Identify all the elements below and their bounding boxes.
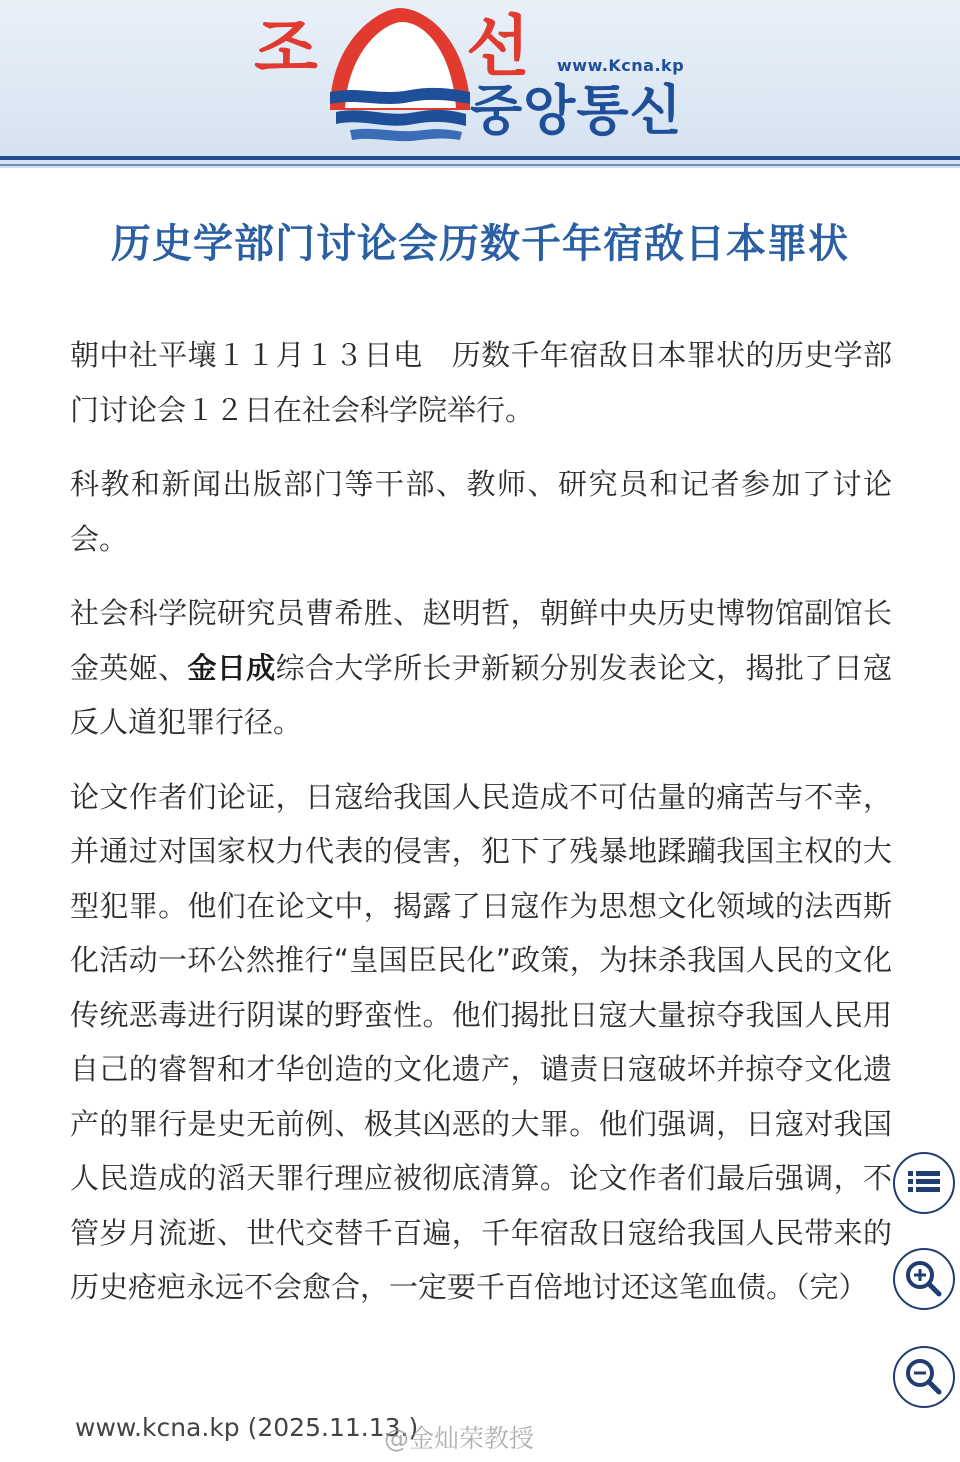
zoom-in-button[interactable] [893,1248,955,1310]
header-rule-thin [0,164,960,166]
article-title: 历史学部门讨论会历数千年宿敌日本罪状 [111,221,849,267]
paragraph-3-text-b: 综合大学所长尹新颖分别发表论文，揭批了日寇反人道犯罪行径。 [70,650,892,739]
logo-jo-text: 조 [254,10,318,87]
zoom-out-icon [895,1348,953,1406]
article-paragraph-4: 论文作者们论证，日寇给我国人民造成不可估量的痛苦与不幸，并通过对国家权力代表的侵害，犯下了残暴地蹂躏我国主权的大型犯罪。他们在论文中，揭露了日寇作为思想文化领域的法西斯化活动一环公然推行“皇国臣民化”政策，为抹杀我国人民的文化传统恶毒进行阴谋的野蛮性。他们揭批日寇大量掠夺我国人民用自己的睿智和才华创造的文化遗产，谴责日寇破坏并掠夺文化遗产的罪行是史无前例、极其凶恶的大罪。他们强调，日寇对我国人民造成的滔天罪行理应被彻底清算。论文作者们最后强调，不管岁月流逝、世代交替千百遍，千年宿敌日寇给我国人民带来的历史疮疤永远不会愈合，一定要千百倍地讨还这笔血债。（完） [70,779,892,1304]
logo-seon-text: 선 [466,8,530,85]
paragraph-3-text-a: 社会科学院研究员曹希胜、赵明哲，朝鲜中央历史博物馆副馆长金英姬、 [70,596,892,685]
logo-url-text: www.Kcna.kp [557,56,685,75]
article-paragraph-3 [70,586,892,750]
menu-button[interactable] [893,1152,955,1214]
zoom-in-icon [895,1250,953,1308]
header-rule [0,156,960,160]
logo-agency-text: 중앙통신 [470,79,683,142]
leader-name-bold: 金日成 [187,650,276,685]
site-header [0,0,960,168]
zoom-out-button[interactable] [893,1346,955,1408]
source-footer: www.kcna.kp (2025.11.13.) [75,1413,419,1442]
article-body [70,328,892,1335]
list-icon [895,1154,953,1212]
logo-wave-2 [336,110,466,126]
weibo-watermark: @金灿荣教授 [384,1424,535,1453]
logo-wave-3 [350,129,462,141]
article-paragraph-1: 朝中社平壤１１月１３日电 历数千年宿敌日本罪状的历史学部门讨论会１２日在社会科学院举行。 [70,338,892,427]
article-paragraph-2: 科教和新闻出版部门等干部、教师、研究员和记者参加了讨论会。 [70,467,892,556]
